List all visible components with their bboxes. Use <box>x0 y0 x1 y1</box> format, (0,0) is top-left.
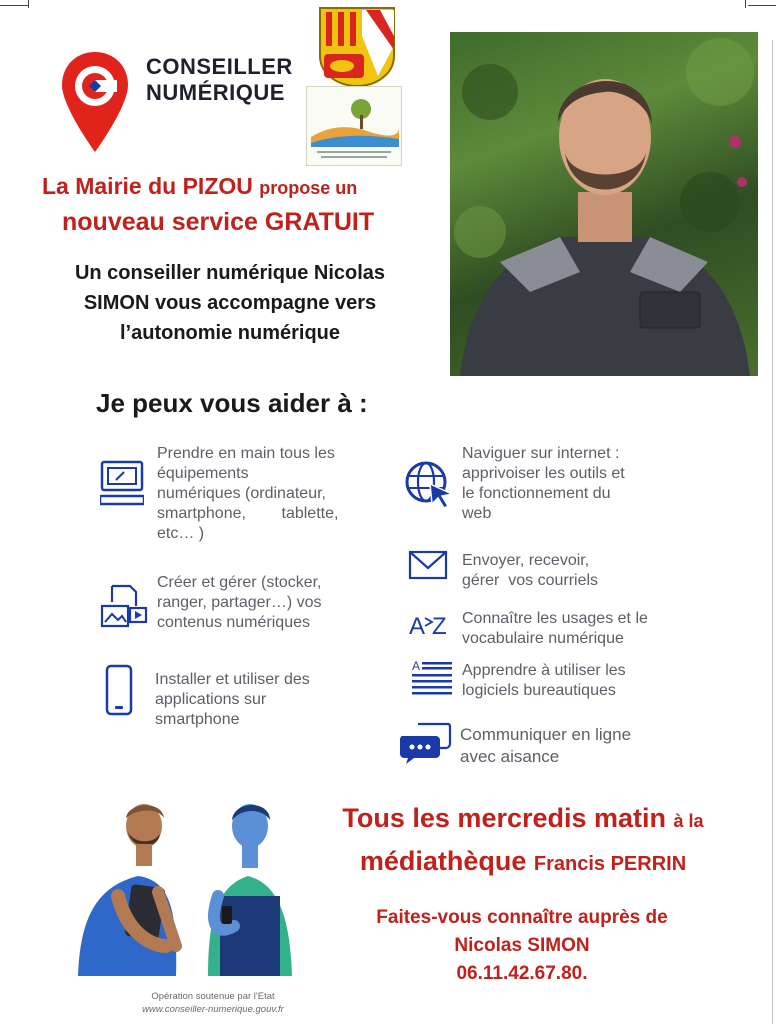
service-item-apps <box>155 670 355 730</box>
media-files-icon <box>100 584 148 635</box>
footer <box>118 990 308 1016</box>
headline-part-2: propose un <box>259 178 358 198</box>
schedule-library-name: Francis PERRIN <box>533 853 687 875</box>
service-line: Installer et utiliser des <box>155 671 310 688</box>
contact-block <box>322 904 722 988</box>
service-line: Créer et gérer (stocker, <box>157 574 322 591</box>
headline <box>42 170 462 240</box>
svg-text:Z: Z <box>432 613 447 640</box>
contact-name: Nicolas SIMON <box>454 935 590 956</box>
svg-text:A: A <box>412 659 421 673</box>
contact-line-1: Faites-vous connaître auprès de <box>376 907 668 928</box>
intro-line-1: Un conseiller numérique Nicolas <box>74 262 386 284</box>
intro-line-2: SIMON vous accompagne vers <box>83 292 377 314</box>
service-line: smartphone <box>155 711 240 728</box>
service-item-email <box>462 551 672 591</box>
service-line: vocabulaire numérique <box>462 630 624 647</box>
schedule <box>300 798 746 884</box>
schedule-days: Tous les mercredis matin <box>342 803 667 833</box>
service-line: Communiquer en ligne <box>460 725 632 744</box>
a-to-z-icon <box>408 608 450 645</box>
service-item-internet <box>462 444 672 524</box>
document-text-icon <box>410 658 454 703</box>
computer-icon <box>100 460 144 513</box>
service-item-vocabulary <box>462 609 677 649</box>
logo-line-2: NUMÉRIQUE <box>146 80 285 105</box>
globe-cursor-icon <box>404 460 454 513</box>
crop-mark <box>748 5 776 6</box>
chat-bubble-icon <box>400 722 452 771</box>
service-line: ranger, partager…) vos <box>157 594 322 611</box>
service-line: Envoyer, recevoir, <box>462 552 590 569</box>
service-line: gérer vos courriels <box>462 572 599 589</box>
logo-wordmark <box>146 54 293 106</box>
crop-mark <box>0 5 28 6</box>
service-item-content <box>157 573 357 633</box>
service-line: avec aisance <box>460 747 560 766</box>
crop-mark <box>745 0 746 8</box>
footer-url: www.conseiller-numerique.gouv.fr <box>142 1004 284 1015</box>
svg-text:A: A <box>409 613 426 640</box>
headline-part-3: nouveau service GRATUIT <box>62 208 375 236</box>
service-line: contenus numériques <box>157 614 310 631</box>
page-edge <box>772 40 773 1024</box>
portrait-photo <box>450 32 758 376</box>
community-of-communes-logo <box>306 86 402 166</box>
service-line: etc… ) <box>157 525 205 542</box>
smartphone-icon <box>104 664 134 721</box>
schedule-place: médiathèque <box>359 846 527 876</box>
service-line: logiciels bureautiques <box>462 682 616 699</box>
service-line: le fonctionnement du <box>462 485 611 502</box>
logo-line-1: CONSEILLER <box>146 54 293 79</box>
service-item-equipment <box>157 444 362 544</box>
footer-support: Opération soutenue par l'Etat <box>151 991 275 1002</box>
service-line: web <box>462 505 492 522</box>
service-line: numériques (ordinateur, <box>157 485 326 502</box>
service-line: Apprendre à utiliser les <box>462 662 626 679</box>
headline-part-1: La Mairie du PIZOU <box>42 173 253 199</box>
service-item-office <box>462 661 672 701</box>
service-line: Prendre en main tous les <box>157 445 335 462</box>
service-line: apprivoiser les outils et <box>462 465 625 482</box>
service-line: smartphone, tablette, <box>157 505 339 522</box>
service-line: applications sur <box>155 691 267 708</box>
intro-line-3: l’autonomie numérique <box>119 322 341 344</box>
conseiller-numerique-pin-logo <box>62 52 128 152</box>
service-line: équipements <box>157 465 249 482</box>
crop-mark <box>28 0 29 8</box>
coat-of-arms-emblem <box>318 6 396 88</box>
service-item-communicate <box>460 724 670 768</box>
two-people-illustration <box>58 796 298 976</box>
service-line: Connaître les usages et le <box>462 610 648 627</box>
service-line: Naviguer sur internet : <box>462 445 620 462</box>
intro-text <box>20 258 440 348</box>
contact-phone: 06.11.42.67.80. <box>456 963 588 984</box>
help-title: Je peux vous aider à : <box>96 388 368 418</box>
envelope-icon <box>408 550 448 585</box>
schedule-at: à la <box>673 811 704 831</box>
